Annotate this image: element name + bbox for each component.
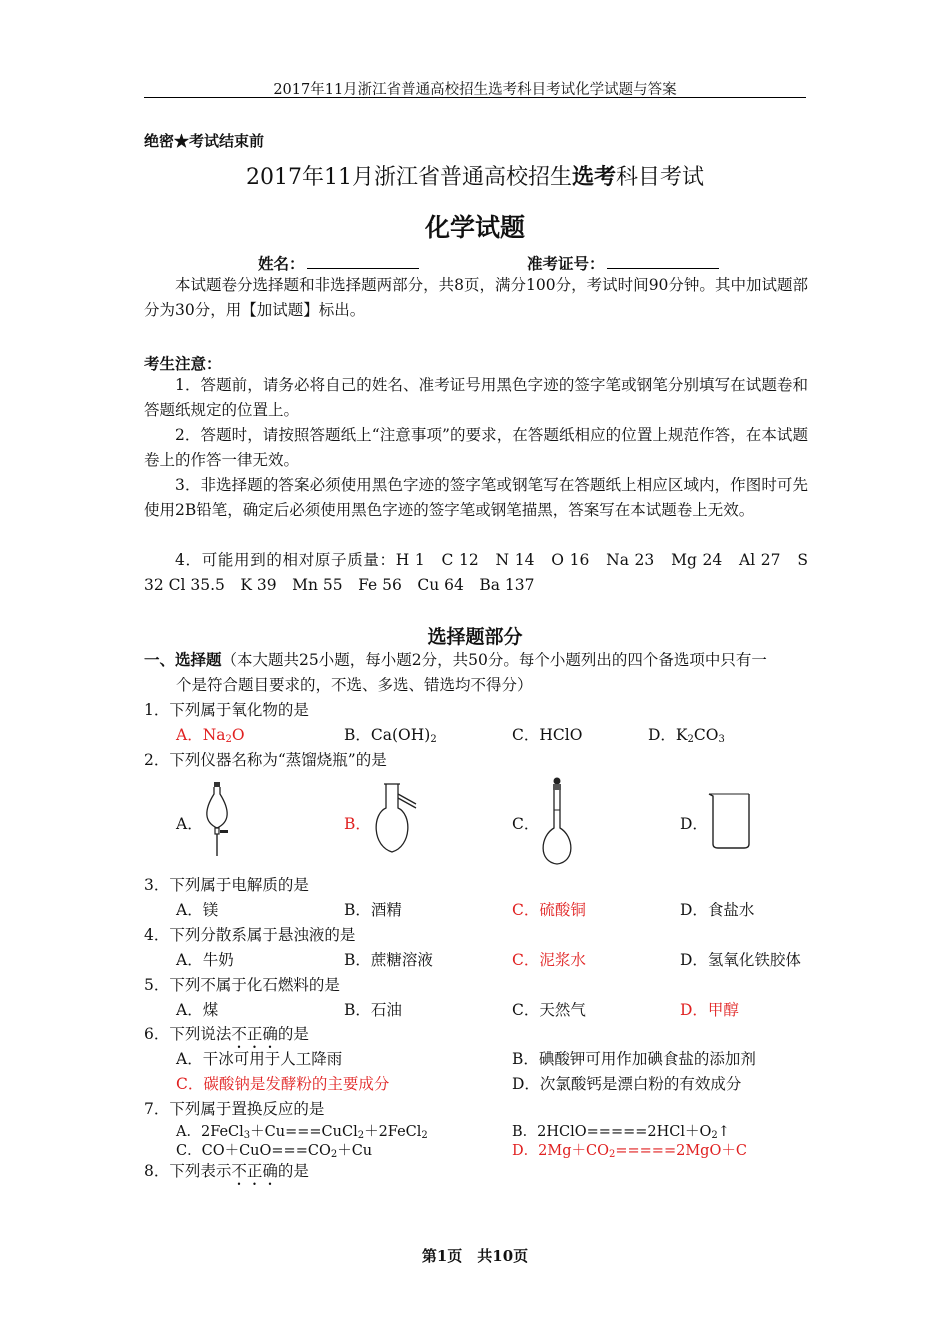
q6-option-a[interactable]: A．干冰可用于人工降雨 <box>176 1050 343 1068</box>
page-footer: 第1页 共10页 <box>421 1247 529 1265</box>
q7-stem: 7．下列属于置换反应的是 <box>144 1100 325 1118</box>
id-label: 准考证号： <box>527 254 605 273</box>
q5-option-d[interactable]: D．甲醇 <box>680 1001 739 1019</box>
q3-stem: 3．下列属于电解质的是 <box>144 876 309 894</box>
q6-option-c[interactable]: C．碳酸钠是发酵粉的主要成分 <box>176 1075 390 1093</box>
subject-title: 化学试题 <box>424 213 525 242</box>
q3-option-d[interactable]: D．食盐水 <box>680 901 755 919</box>
notice-item: 3．非选择题的答案必须使用黑色字迹的签字笔或钢笔写在答题纸上相应区域内，作图时可先使用2B铅笔，确定后必须使用黑色字迹的签字笔或钢笔描黑，答案写在本试题卷上无效。 <box>144 476 808 519</box>
q4-option-c[interactable]: C．泥浆水 <box>512 951 586 969</box>
q1-option-b[interactable]: B．$Ca(OH)_2$ <box>344 726 437 745</box>
q6-option-b[interactable]: B．碘酸钾可用作加碘食盐的添加剂 <box>512 1050 756 1068</box>
q6-option-d[interactable]: D．次氯酸钙是漂白粉的有效成分 <box>512 1075 742 1093</box>
notice-item: 2．答题时，请按照答题纸上“注意事项”的要求，在答题纸相应的位置上规范作答，在本试题卷上的作答一律无效。 <box>144 426 808 469</box>
notice-heading: 考生注意： <box>144 354 222 373</box>
q6-stem: 6．下列说法不正确的是 <box>144 1025 309 1043</box>
q2-option-c[interactable]: C． <box>512 815 540 833</box>
part-desc-1: （本大题共25小题，每小题2分，共50分。每个小题列出的四个备选项中只有一 <box>221 651 767 669</box>
separatory-funnel-icon <box>198 780 238 860</box>
volumetric-flask-icon <box>534 776 580 868</box>
q5-option-a[interactable]: A．煤 <box>176 1001 219 1019</box>
exam-title <box>0 160 950 191</box>
exam-title-pre: 2017年11月浙江省普通高校招生 <box>245 165 572 190</box>
part-desc-2: 个是符合题目要求的，不选、多选、错选均不得分） <box>176 676 533 694</box>
notice-item: 4．可能用到的相对原子质量：H 1 C 12 N 14 O 16 Na 23 Mg 24 Al 27 S 32 Cl 35.5 K 39 Mn 55 Fe 56 Cu 64 Ba 137 <box>144 551 808 594</box>
distillation-flask-icon <box>370 780 426 860</box>
q1-option-a[interactable]: A．$Na_2O$ <box>176 726 245 745</box>
q1-option-c[interactable]: C．HClO <box>512 726 583 744</box>
q4-stem: 4．下列分散系属于悬浊液的是 <box>144 926 356 944</box>
exam-title-bold: 选考 <box>571 165 616 190</box>
beaker-icon <box>706 790 756 850</box>
q5-option-c[interactable]: C．天然气 <box>512 1001 586 1019</box>
q4-option-a[interactable]: A．牛奶 <box>176 951 234 969</box>
intro-paragraph: 本试题卷分选择题和非选择题两部分，共8页，满分100分，考试时间90分钟。其中加试题部分为30分，用【加试题】标出。 <box>144 276 808 319</box>
name-blank[interactable] <box>307 253 419 269</box>
confidential-mark: 绝密★考试结束前 <box>144 132 265 150</box>
exam-title-post: 科目考试 <box>615 165 704 190</box>
q2-stem: 2．下列仪器名称为“蒸馏烧瓶”的是 <box>144 751 387 769</box>
q7-option-d[interactable]: D．$2Mg+CO_2=====2MgO+C$ <box>512 1143 747 1160</box>
id-blank[interactable] <box>607 253 719 269</box>
q4-option-d[interactable]: D．氢氧化铁胶体 <box>680 951 801 969</box>
q7-option-b[interactable]: B．$2HClO=====2HCl+O_2↑$ <box>512 1124 730 1141</box>
q5-option-b[interactable]: B．石油 <box>344 1001 402 1019</box>
header-rule <box>144 97 806 98</box>
q1-option-d[interactable]: D．$K_2CO_3$ <box>648 726 725 745</box>
notice-item: 1．答题前，请务必将自己的姓名、准考证号用黑色字迹的签字笔或钢笔分别填写在试题卷和答题纸规定的位置上。 <box>144 376 808 419</box>
q8-stem: 8．下列表示不正确的是 <box>144 1162 309 1180</box>
q3-option-c[interactable]: C．硫酸铜 <box>512 901 586 919</box>
q7-option-a[interactable]: A．2FeCl$_3$＋Cu===CuCl$_2$＋2FeCl$_2$ <box>176 1124 428 1141</box>
q2-option-b[interactable]: B． <box>344 815 371 833</box>
q3-option-b[interactable]: B．酒精 <box>344 901 402 919</box>
id-field <box>527 252 719 274</box>
name-field <box>258 252 419 274</box>
q2-option-d[interactable]: D． <box>680 815 708 833</box>
part-description <box>144 648 767 670</box>
section-title: 选择题部分 <box>427 626 523 648</box>
q2-option-a[interactable]: A． <box>176 815 203 833</box>
name-label: 姓名： <box>258 254 305 273</box>
q5-stem: 5．下列不属于化石燃料的是 <box>144 976 340 994</box>
q3-option-a[interactable]: A．镁 <box>176 901 219 919</box>
running-header: 2017年11月浙江省普通高校招生选考科目考试化学试题与答案 <box>273 82 677 98</box>
q7-option-c[interactable]: C．$CO+CuO===CO_2+Cu$ <box>176 1143 373 1160</box>
part-label: 一、选择题 <box>144 650 222 669</box>
q4-option-b[interactable]: B．蔗糖溶液 <box>344 951 433 969</box>
q1-stem: 1．下列属于氧化物的是 <box>144 701 309 719</box>
